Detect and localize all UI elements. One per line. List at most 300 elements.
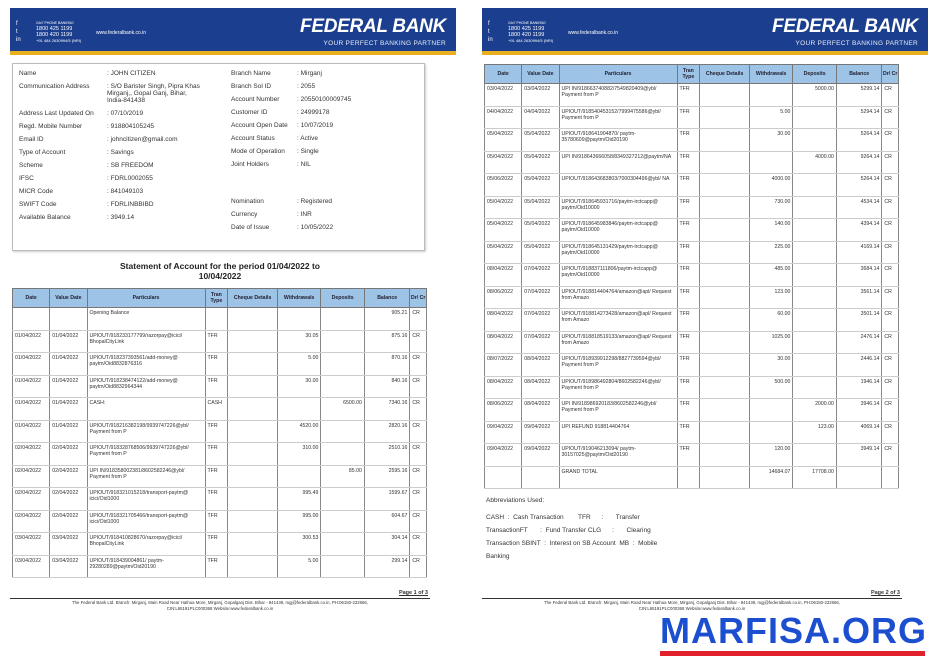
- info-label: Type of Account: [19, 149, 66, 156]
- cell-withdrawals: 30.00: [749, 129, 792, 152]
- cell-particulars: UPIOUT/918233177799/razorpay@icici/ BhopalCityLink: [87, 330, 205, 353]
- cell-tran-type: TFR: [677, 399, 700, 422]
- info-value: : Active: [297, 135, 318, 142]
- cell-value-date: 07/04/2022: [522, 331, 559, 354]
- watermark: MARFISA.ORG: [660, 610, 927, 651]
- cell-tran-type: TFR: [677, 444, 700, 467]
- cell-particulars: UPI IN/918663740882/7549820409@ybl/ Payment from P: [559, 84, 677, 107]
- cell-tran-type: TFR: [677, 286, 700, 309]
- info-row: [19, 201, 154, 208]
- cell-withdrawals: 300.53: [277, 533, 320, 556]
- cell-tran-type: TFR: [205, 443, 228, 466]
- info-value: : johncitizen@gmail.com: [107, 136, 178, 143]
- cell-dr-cr: CR: [882, 376, 899, 399]
- cell-value-date: 05/04/2022: [522, 219, 559, 242]
- cell-withdrawals: [749, 151, 792, 174]
- info-value: : SB FREEDOM: [107, 162, 154, 169]
- table-row: [485, 151, 899, 174]
- column-header-tran-type: Tran Type: [677, 65, 700, 84]
- page-number: Page 2 of 3: [870, 590, 900, 596]
- cell-value-date: 01/04/2022: [50, 375, 87, 398]
- cell-deposits: [793, 286, 836, 309]
- cell-tran-type: TFR: [677, 376, 700, 399]
- cell-deposits: [793, 241, 836, 264]
- cell-deposits: 6500.00: [321, 398, 364, 421]
- cell-cheque-details: [700, 151, 750, 174]
- cell-tran-type: TFR: [677, 331, 700, 354]
- cell-dr-cr: CR: [410, 353, 427, 376]
- info-row: [19, 136, 178, 143]
- cell-balance: 4534.14: [836, 196, 882, 219]
- column-header-date: Date: [485, 65, 522, 84]
- bank-tagline: YOUR PERFECT BANKING PARTNER: [323, 40, 446, 47]
- column-header-value-date: Value Date: [50, 289, 87, 308]
- website-link[interactable]: www.federalbank.co.in: [568, 30, 619, 36]
- cell-withdrawals: 120.00: [749, 444, 792, 467]
- cell-date: 08/07/2022: [485, 354, 522, 377]
- cell-dr-cr: CR: [882, 241, 899, 264]
- info-label: Scheme: [19, 162, 43, 169]
- cell-date: 03/04/2022: [485, 84, 522, 107]
- cell-balance: 1946.14: [836, 376, 882, 399]
- cell-date: [485, 466, 522, 489]
- cell-withdrawals: 14684.07: [749, 466, 792, 489]
- cell-balance: 1599.67: [364, 488, 410, 511]
- cell-date: 08/06/2022: [485, 399, 522, 422]
- info-value: : 07/10/2019: [107, 110, 144, 117]
- cell-cheque-details: [228, 353, 278, 376]
- cell-tran-type: TFR: [205, 420, 228, 443]
- cell-tran-type: [205, 308, 228, 331]
- bank-logo: FEDERAL BANK: [300, 16, 446, 37]
- info-label: Name: [19, 70, 37, 77]
- column-header-dr-cr: Dr/ Cr: [882, 65, 899, 84]
- cell-withdrawals: 4520.00: [277, 420, 320, 443]
- cell-tran-type: TFR: [677, 196, 700, 219]
- cell-date: 04/04/2022: [485, 106, 522, 129]
- cell-withdrawals: 500.00: [749, 376, 792, 399]
- cell-cheque-details: [700, 129, 750, 152]
- cell-date: 02/04/2022: [13, 510, 50, 533]
- cell-deposits: [793, 331, 836, 354]
- cell-cheque-details: [700, 286, 750, 309]
- table-row: [485, 286, 899, 309]
- cell-value-date: 03/04/2022: [50, 533, 87, 556]
- cell-value-date: 05/04/2022: [522, 129, 559, 152]
- cell-cheque-details: [700, 241, 750, 264]
- cell-withdrawals: [749, 421, 792, 444]
- page-footer: [10, 598, 430, 612]
- column-header-deposits: Deposits: [793, 65, 836, 84]
- cell-cheque-details: [700, 421, 750, 444]
- cell-withdrawals: 5.00: [277, 555, 320, 578]
- cell-particulars: UPIOUT/918237393561/add-money@ paytm/Oid8832876316: [87, 353, 205, 376]
- cell-balance: 2510.16: [364, 443, 410, 466]
- cell-particulars: UPIOUT/918328768506/9939747226@ybl/ Payment from P: [87, 443, 205, 466]
- abbreviations-line: TransactionFT : Fund Transfer CLG : Clearing: [486, 527, 651, 534]
- cell-date: 05/04/2022: [485, 241, 522, 264]
- cell-cheque-details: [700, 264, 750, 287]
- cell-deposits: [793, 219, 836, 242]
- cell-dr-cr: CR: [882, 421, 899, 444]
- cell-value-date: 05/04/2022: [522, 241, 559, 264]
- cell-value-date: 02/04/2022: [50, 443, 87, 466]
- bank-header: [10, 8, 456, 55]
- cell-tran-type: TFR: [205, 353, 228, 376]
- table-row: [13, 353, 427, 376]
- cell-deposits: [793, 196, 836, 219]
- info-label: Email ID: [19, 136, 44, 143]
- cell-deposits: [793, 376, 836, 399]
- cell-balance: 5299.14: [836, 84, 882, 107]
- cell-deposits: [793, 309, 836, 332]
- cell-particulars: UPI IN/918643666058/8349327212@paytm/NA: [559, 151, 677, 174]
- cell-tran-type: TFR: [205, 465, 228, 488]
- cell-particulars: UPIOUT/918645983846/paytm-irctcapp@ paytm/Oid10000: [559, 219, 677, 242]
- cell-withdrawals: [277, 398, 320, 421]
- cell-tran-type: TFR: [677, 354, 700, 377]
- cell-balance: 9264.14: [836, 151, 882, 174]
- cell-deposits: [321, 555, 364, 578]
- info-value: : 24999178: [297, 109, 330, 116]
- cell-particulars: UPIOUT/918439004861/ paytm-29280289@paytm/Oid20190: [87, 555, 205, 578]
- cell-tran-type: CASH: [205, 398, 228, 421]
- cell-balance: 875.16: [364, 330, 410, 353]
- phone-3: +91 484 2630994/5 (NRI): [36, 38, 82, 43]
- cell-particulars: UPIOUT/918321015218/transport-paytm@ icici/Oid1000: [87, 488, 205, 511]
- cell-date: 01/04/2022: [13, 330, 50, 353]
- cell-cheque-details: [700, 444, 750, 467]
- cell-date: 09/04/2022: [485, 421, 522, 444]
- cell-deposits: 2000.00: [793, 399, 836, 422]
- info-label: Branch Name: [231, 70, 271, 77]
- cell-balance: 2476.14: [836, 331, 882, 354]
- cell-cheque-details: [228, 465, 278, 488]
- column-header-cheque-details: Cheque Details: [700, 65, 750, 84]
- cell-withdrawals: 30.00: [749, 354, 792, 377]
- info-value: : 20550100009745: [297, 96, 352, 103]
- cell-particulars: UPIOUT/918818519133/amazon@apl/ Request from Amazo: [559, 331, 677, 354]
- phone-2: 1800 420 1199: [36, 32, 73, 38]
- cell-deposits: [321, 533, 364, 556]
- cell-value-date: 07/04/2022: [522, 264, 559, 287]
- cell-particulars: UPIOUT/918216382198/9939747226@ybl/ Payment from P: [87, 420, 205, 443]
- cell-dr-cr: CR: [410, 488, 427, 511]
- info-row: [231, 83, 315, 90]
- cell-dr-cr: CR: [410, 420, 427, 443]
- column-header-value-date: Value Date: [522, 65, 559, 84]
- statement-page-1: [10, 8, 456, 611]
- cell-cheque-details: [228, 443, 278, 466]
- cell-date: 02/04/2022: [13, 488, 50, 511]
- cell-dr-cr: CR: [882, 196, 899, 219]
- cell-particulars: UPIOUT/918321705466/transport-paytm@ icici/Oid1000: [87, 510, 205, 533]
- info-value: : 2055: [297, 83, 316, 90]
- footer-address: The Federal Bank Ltd. Branch: Mirganj, Main Road Near Hathua More, Mirganj, Gopalganj Dist. Bihar - 841438, mgj@federalbank.co.in, PH:06150-232666,: [72, 600, 368, 605]
- cell-cheque-details: [700, 309, 750, 332]
- cell-deposits: 5000.00: [793, 84, 836, 107]
- info-label: Communication Address: [19, 83, 90, 90]
- cell-withdrawals: 485.00: [749, 264, 792, 287]
- column-header-particulars: Particulars: [559, 65, 677, 84]
- table-row: [13, 375, 427, 398]
- cell-dr-cr: CR: [410, 398, 427, 421]
- table-row: [485, 421, 899, 444]
- cell-particulars: UPIOUT/918645131429/paytm-irctcapp@ paytm/Oid10000: [559, 241, 677, 264]
- cell-dr-cr: CR: [410, 443, 427, 466]
- cell-value-date: 09/04/2022: [522, 444, 559, 467]
- cell-tran-type: TFR: [205, 555, 228, 578]
- cell-value-date: 05/04/2022: [522, 174, 559, 197]
- cell-withdrawals: 4000.00: [749, 174, 792, 197]
- cell-withdrawals: 995.49: [277, 488, 320, 511]
- table-row: [485, 219, 899, 242]
- cell-balance: 2820.16: [364, 420, 410, 443]
- info-value: : Single: [297, 148, 319, 155]
- info-value: : 10/07/2019: [297, 122, 334, 129]
- cell-particulars: UPIOUT/918540453152/7999475586@ybl/ Payment from P: [559, 106, 677, 129]
- table-row: [485, 174, 899, 197]
- cell-value-date: 09/04/2022: [522, 421, 559, 444]
- cell-dr-cr: CR: [410, 330, 427, 353]
- phone-label: 24x7 PHONE BANKING: [508, 21, 546, 25]
- cell-balance: 299.14: [364, 555, 410, 578]
- cell-balance: 604.67: [364, 510, 410, 533]
- cell-cheque-details: [700, 106, 750, 129]
- table-row: [13, 533, 427, 556]
- cell-dr-cr: CR: [882, 444, 899, 467]
- website-link[interactable]: www.federalbank.co.in: [96, 30, 147, 36]
- info-row: [231, 135, 318, 142]
- phone-1: 1800 425 1199: [508, 26, 545, 32]
- cell-balance: 3561.14: [836, 286, 882, 309]
- cell-particulars: UPI IN/918358002381/8602582246@ybl/ Payment from P: [87, 465, 205, 488]
- column-header-withdrawals: Withdrawals: [277, 289, 320, 308]
- table-header-row: [485, 65, 899, 84]
- table-row: [485, 264, 899, 287]
- cell-dr-cr: CR: [882, 399, 899, 422]
- info-row: [231, 224, 333, 231]
- cell-deposits: [793, 129, 836, 152]
- cell-particulars: UPIOUT/918986492804/8602582246@ybl/ Payment from P: [559, 376, 677, 399]
- cell-withdrawals: 995.00: [277, 510, 320, 533]
- cell-balance: 3949.14: [836, 444, 882, 467]
- social-icons: f t in: [16, 21, 21, 43]
- table-row: [485, 399, 899, 422]
- info-label: Mode of Operation: [231, 148, 285, 155]
- cell-value-date: [522, 466, 559, 489]
- info-label: MICR Code: [19, 188, 53, 195]
- cell-dr-cr: CR: [882, 174, 899, 197]
- cell-value-date: 04/04/2022: [522, 106, 559, 129]
- info-label: Joint Holders: [231, 161, 269, 168]
- cell-dr-cr: CR: [410, 375, 427, 398]
- table-row: [13, 465, 427, 488]
- cell-deposits: [793, 106, 836, 129]
- cell-tran-type: TFR: [205, 330, 228, 353]
- cell-dr-cr: CR: [882, 331, 899, 354]
- cell-tran-type: TFR: [205, 375, 228, 398]
- footer-address: The Federal Bank Ltd. Branch: Mirganj, Main Road Near Hathua More, Mirganj, Gopalganj Dist. Bihar - 841438, mgj@federalbank.co.in, PH:06150-232666,: [544, 600, 840, 605]
- cell-cheque-details: [700, 376, 750, 399]
- cell-dr-cr: CR: [882, 219, 899, 242]
- transactions-table: [12, 288, 427, 578]
- cell-dr-cr: CR: [882, 129, 899, 152]
- cell-dr-cr: CR: [882, 106, 899, 129]
- cell-deposits: [321, 420, 364, 443]
- cell-tran-type: TFR: [677, 219, 700, 242]
- table-row: [13, 555, 427, 578]
- column-header-tran-type: Tran Type: [205, 289, 228, 308]
- cell-balance: 2595.16: [364, 465, 410, 488]
- cell-particulars: UPIOUT/918645931716/paytm-irctcapp@ paytm/Oid10000: [559, 196, 677, 219]
- footer-cin: CIN:L65191PLC000368 Website:www.federalbank.co.in: [638, 606, 746, 611]
- table-row: [13, 443, 427, 466]
- table-row: [485, 241, 899, 264]
- cell-value-date: 08/04/2022: [522, 399, 559, 422]
- bank-tagline: YOUR PERFECT BANKING PARTNER: [795, 40, 918, 47]
- info-row: [19, 83, 200, 104]
- info-row: [231, 198, 332, 205]
- info-row: [19, 162, 154, 169]
- social-icons: f t in: [488, 21, 493, 43]
- cell-cheque-details: [228, 398, 278, 421]
- cell-deposits: [321, 375, 364, 398]
- info-row: [231, 148, 319, 155]
- cell-tran-type: TFR: [677, 174, 700, 197]
- info-row: [231, 122, 333, 129]
- table-row: [485, 466, 899, 489]
- info-row: [19, 70, 155, 77]
- cell-date: 01/04/2022: [13, 353, 50, 376]
- cell-deposits: [321, 488, 364, 511]
- abbreviations-line: Transaction SBINT : Interest on SB Account MB : Mobile: [486, 540, 658, 547]
- cell-dr-cr: CR: [410, 308, 427, 331]
- table-row: [485, 444, 899, 467]
- cell-particulars: UPI REFUND 918814404764: [559, 421, 677, 444]
- cell-dr-cr: CR: [410, 510, 427, 533]
- column-header-balance: Balance: [836, 65, 882, 84]
- cell-particulars: UPIOUT/918814273428/amazon@apl/ Request from Amazo: [559, 309, 677, 332]
- cell-withdrawals: 60.00: [749, 309, 792, 332]
- info-label: IFSC: [19, 175, 34, 182]
- info-label: Date of Issue: [231, 224, 270, 231]
- info-row: [19, 188, 143, 195]
- cell-particulars: UPIOUT/918939912298/8827739594@ybl/ Payment from P: [559, 354, 677, 377]
- info-value: : Mirganj: [297, 70, 322, 77]
- cell-balance: 905.21: [364, 308, 410, 331]
- phone-1: 1800 425 1199: [36, 26, 73, 32]
- cell-deposits: [793, 264, 836, 287]
- cell-tran-type: TFR: [677, 84, 700, 107]
- cell-date: 08/04/2022: [485, 331, 522, 354]
- cell-tran-type: TFR: [677, 106, 700, 129]
- bank-logo: FEDERAL BANK: [772, 16, 918, 37]
- cell-withdrawals: 30.00: [277, 375, 320, 398]
- info-label: Branch Sol ID: [231, 83, 272, 90]
- cell-cheque-details: [700, 174, 750, 197]
- cell-withdrawals: 730.00: [749, 196, 792, 219]
- cell-withdrawals: 5.00: [277, 353, 320, 376]
- cell-date: 03/04/2022: [13, 533, 50, 556]
- cell-balance: 870.16: [364, 353, 410, 376]
- cell-value-date: 01/04/2022: [50, 330, 87, 353]
- info-label: Customer ID: [231, 109, 268, 116]
- watermark-bar: [660, 651, 925, 656]
- cell-deposits: [321, 510, 364, 533]
- cell-tran-type: TFR: [205, 510, 228, 533]
- cell-date: 02/04/2022: [13, 465, 50, 488]
- statement-page-2: [482, 8, 928, 611]
- column-header-dr-cr: Dr/ Cr: [410, 289, 427, 308]
- table-row: [13, 308, 427, 331]
- transactions-table: [484, 64, 899, 489]
- cell-cheque-details: [700, 354, 750, 377]
- cell-deposits: [321, 353, 364, 376]
- cell-cheque-details: [228, 510, 278, 533]
- info-row: [19, 214, 134, 221]
- cell-deposits: [793, 174, 836, 197]
- cell-cheque-details: [228, 330, 278, 353]
- cell-date: 05/06/2022: [485, 174, 522, 197]
- cell-deposits: 123.00: [793, 421, 836, 444]
- cell-date: 01/04/2022: [13, 420, 50, 443]
- cell-withdrawals: 140.00: [749, 219, 792, 242]
- cell-cheque-details: [700, 196, 750, 219]
- table-row: [485, 376, 899, 399]
- cell-balance: 2446.14: [836, 354, 882, 377]
- cell-withdrawals: 5.00: [749, 106, 792, 129]
- table-row: [13, 488, 427, 511]
- cell-cheque-details: [228, 555, 278, 578]
- cell-value-date: 07/04/2022: [522, 309, 559, 332]
- cell-withdrawals: [277, 308, 320, 331]
- info-label: Account Open Date: [231, 122, 288, 129]
- cell-deposits: [321, 443, 364, 466]
- cell-date: 08/04/2022: [485, 376, 522, 399]
- cell-value-date: 02/04/2022: [50, 510, 87, 533]
- table-row: [485, 309, 899, 332]
- info-value: : S/O Barister Singh, Pipra Khas Mirganj,, Gopal Ganj, Bihar, India-841438: [107, 83, 200, 104]
- cell-date: 05/04/2022: [485, 129, 522, 152]
- info-row: [19, 110, 143, 117]
- cell-date: 08/06/2022: [485, 286, 522, 309]
- cell-deposits: 17708.00: [793, 466, 836, 489]
- column-header-deposits: Deposits: [321, 289, 364, 308]
- cell-date: 08/04/2022: [485, 309, 522, 332]
- info-label: Address Last Updated On: [19, 110, 94, 117]
- bank-header: [482, 8, 928, 55]
- info-value: : 918804105245: [107, 123, 154, 130]
- phone-3: +91 484 2630994/5 (NRI): [508, 38, 554, 43]
- cell-value-date: 08/04/2022: [522, 376, 559, 399]
- cell-value-date: 01/04/2022: [50, 420, 87, 443]
- cell-withdrawals: 225.00: [749, 241, 792, 264]
- cell-date: [13, 308, 50, 331]
- table-row: [485, 106, 899, 129]
- cell-balance: 3946.14: [836, 399, 882, 422]
- info-label: Account Status: [231, 135, 275, 142]
- table-row: [485, 196, 899, 219]
- cell-tran-type: TFR: [677, 309, 700, 332]
- cell-value-date: 03/04/2022: [522, 84, 559, 107]
- cell-date: 09/04/2022: [485, 444, 522, 467]
- table-row: [13, 510, 427, 533]
- cell-value-date: 05/04/2022: [522, 151, 559, 174]
- info-value: : Registered: [297, 198, 333, 205]
- page-number: Page 1 of 3: [398, 590, 428, 596]
- info-label: Regd. Mobile Number: [19, 123, 83, 130]
